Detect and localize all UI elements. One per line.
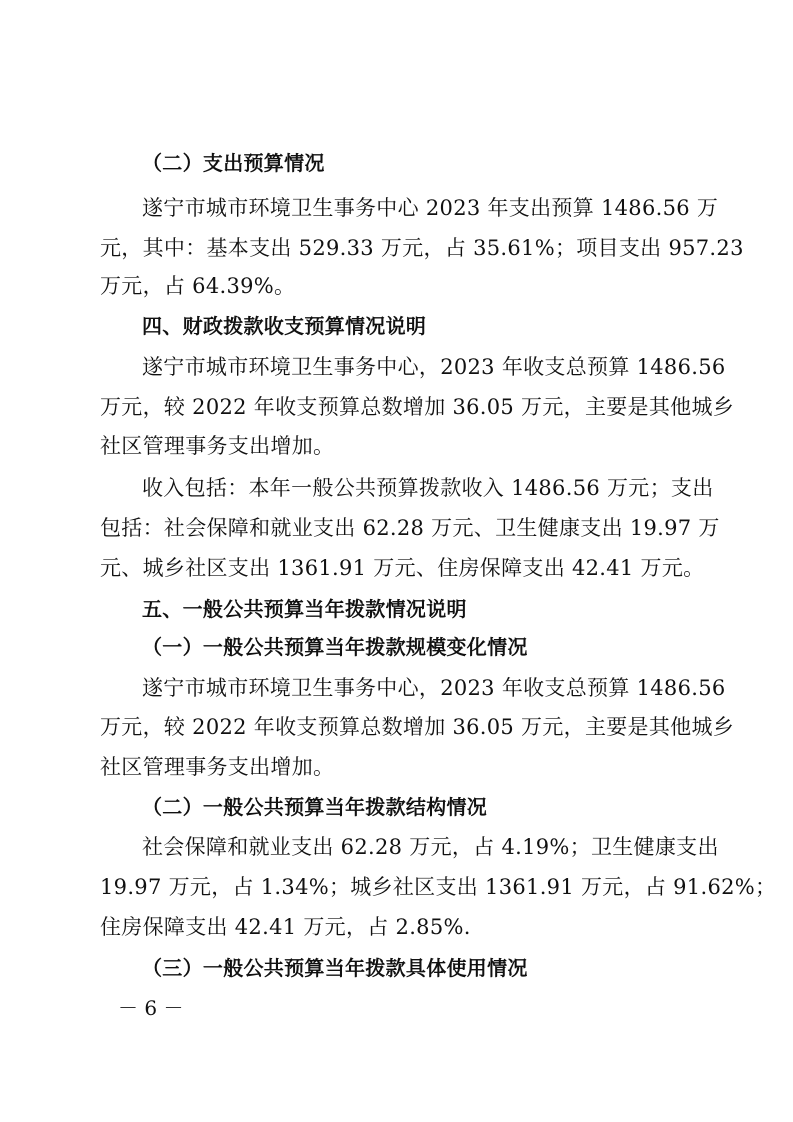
heading-section-5: 五、一般公共预算当年拨款情况说明	[142, 597, 467, 621]
heading-subsection-2: （二）一般公共预算当年拨款结构情况	[142, 795, 488, 819]
paragraph-line: 万元，较 2022 年收支预算总数增加 36.05 万元，主要是其他城乡	[100, 715, 735, 739]
paragraph-line: 遂宁市城市环境卫生事务中心，2023 年收支总预算 1486.56	[142, 355, 726, 379]
paragraph-line: 社区管理事务支出增加。	[100, 434, 335, 458]
paragraph-line: 遂宁市城市环境卫生事务中心，2023 年收支总预算 1486.56	[142, 676, 726, 700]
heading-expense-budget: （二）支出预算情况	[142, 151, 325, 175]
paragraph-line: 19.97 万元，占 1.34%；城乡社区支出 1361.91 万元，占 91.62%；	[100, 875, 777, 899]
paragraph-line: 元，其中：基本支出 529.33 万元，占 35.61%；项目支出 957.23	[100, 236, 744, 260]
paragraph-line: 万元，较 2022 年收支预算总数增加 36.05 万元，主要是其他城乡	[100, 395, 735, 419]
heading-subsection-1: （一）一般公共预算当年拨款规模变化情况	[142, 635, 528, 659]
paragraph-line: 社会保障和就业支出 62.28 万元，占 4.19%；卫生健康支出	[142, 835, 719, 859]
heading-section-4: 四、财政拨款收支预算情况说明	[142, 314, 427, 338]
paragraph-line: 包括：社会保障和就业支出 62.28 万元、卫生健康支出 19.97 万	[100, 516, 720, 540]
page-number: － 6 －	[118, 996, 184, 1020]
paragraph-line: 社区管理事务支出增加。	[100, 755, 335, 779]
paragraph-line: 收入包括：本年一般公共预算拨款收入 1486.56 万元；支出	[142, 476, 714, 500]
paragraph-line: 住房保障支出 42.41 万元，占 2.85%.	[100, 915, 471, 939]
heading-subsection-3: （三）一般公共预算当年拨款具体使用情况	[142, 956, 528, 980]
paragraph-line: 万元，占 64.39%。	[100, 274, 296, 298]
paragraph-line: 元、城乡社区支出 1361.91 万元、住房保障支出 42.41 万元。	[100, 556, 705, 580]
paragraph-line: 遂宁市城市环境卫生事务中心 2023 年支出预算 1486.56 万	[142, 196, 719, 220]
